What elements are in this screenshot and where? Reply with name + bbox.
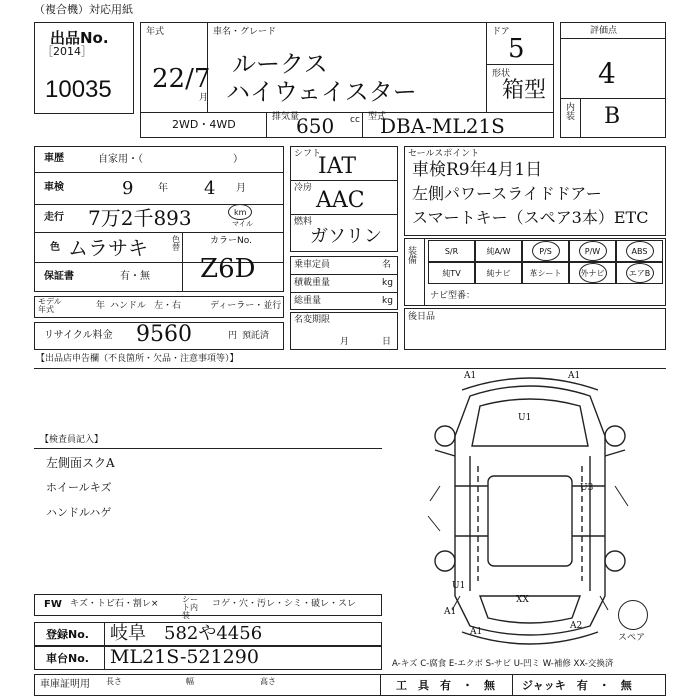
damage-mark: A2 — [570, 621, 583, 631]
fuel-value: ガソリン — [310, 226, 382, 247]
equipment-item: 純TV — [428, 262, 475, 284]
model-year-unit: 年 — [96, 301, 106, 311]
score-label: 評価点 — [590, 26, 618, 36]
mileage-value: 7万2千893 — [88, 206, 192, 230]
equipment-item: 純A/W — [475, 240, 522, 262]
lot-label: 出品No. — [50, 29, 109, 47]
inspector-line3: ハンドルハゲ — [46, 506, 112, 519]
interior-label: 内装 — [566, 103, 576, 122]
cc-value: 650 — [296, 114, 335, 138]
shape-label: 形状 — [492, 69, 511, 79]
chassis-value: ML21S-521290 — [110, 646, 259, 668]
notes-box — [404, 308, 666, 350]
damage-mark: U3 — [580, 483, 594, 493]
width-label: 幅 — [186, 677, 194, 686]
name-line2: ハイウェイスター — [226, 78, 417, 106]
shift-label: シフト — [294, 149, 322, 159]
cc-unit: cc — [350, 115, 360, 125]
sales-line3: スマートキー（スペア3本）ETC — [412, 208, 649, 227]
ac-value: AAC — [316, 188, 365, 213]
load-unit: kg — [382, 278, 393, 288]
recycle-value: 9560 — [136, 322, 192, 347]
door-value: 5 — [508, 34, 525, 64]
seller-notes-label: 【出品店申告欄（不良箇所・欠品・注意事項等）】 — [36, 354, 239, 364]
equipment-item: P/S — [522, 240, 569, 262]
handle-label: ハンドル — [110, 301, 147, 311]
equipment-check-circle — [626, 241, 654, 261]
inspector-line2: ホイールキズ — [46, 481, 112, 494]
damage-mark: XX — [516, 595, 529, 605]
model-value: DBA-ML21S — [380, 114, 505, 138]
model-label: 型式 — [368, 112, 387, 122]
notes-label: 後日品 — [408, 312, 436, 322]
chassis-label: 車台No. — [46, 652, 89, 665]
cc-label: 排気量 — [272, 112, 300, 122]
interior-value: B — [604, 104, 621, 129]
inspection-year: 9 — [122, 178, 134, 199]
equipment-item: P/W — [569, 240, 616, 262]
fw-items: キズ・トビ石・割レ× — [70, 599, 159, 609]
equipment-check-circle — [626, 263, 654, 283]
drive-label: 2WD・4WD — [172, 118, 236, 131]
len-label: 長さ — [106, 677, 122, 686]
history-value: 自家用・（ ） — [98, 154, 243, 165]
lot-number: 10035 — [45, 76, 112, 103]
year-value: 22/7 — [152, 64, 211, 94]
name-change-label: 名変期限 — [294, 315, 331, 325]
color-code-label: カラーNo. — [210, 236, 252, 246]
load-label: 積載重量 — [294, 278, 331, 288]
year-suffix: 月 — [199, 93, 209, 103]
damage-mark: U1 — [518, 413, 532, 423]
inspector-label: 【検査員記入】 — [40, 435, 104, 445]
equipment-check-circle — [532, 241, 560, 261]
registration-value: 岐阜 582や4456 — [110, 623, 263, 644]
dealer-label: ディーラー・並行 — [210, 301, 282, 311]
seats-unit: 名 — [382, 260, 392, 270]
history-label: 車歴 — [44, 153, 64, 164]
shape-value: 箱型 — [502, 78, 547, 103]
seat-label: シート内装 — [182, 595, 198, 620]
mileage-label: 走行 — [44, 212, 64, 223]
score-value: 4 — [598, 57, 616, 90]
seats-label: 乗車定員 — [294, 260, 331, 270]
inspection-year-unit: 年 — [158, 183, 168, 194]
legend-codes: A-キズ C-腐食 E-エクボ S-サビ U-凹ミ W-補修 XX-交換済 — [392, 659, 614, 669]
fuel-label: 燃料 — [294, 217, 313, 227]
shift-value: IAT — [318, 154, 357, 179]
km-circle — [228, 204, 252, 220]
sales-points-label: セールスポイント — [408, 149, 480, 159]
inspection-month: 4 — [204, 178, 216, 199]
seat-items: コゲ・穴・汚レ・シミ・破レ・スレ — [212, 599, 357, 609]
spare-tire-circle — [618, 600, 648, 630]
mileage-unit-km: km — [234, 208, 247, 217]
equipment-item: 外ナビ — [569, 262, 616, 284]
warranty-label: 保証書 — [44, 271, 74, 282]
gross-label: 総重量 — [294, 296, 322, 306]
equipment-item: 革シート — [522, 262, 569, 284]
cert-label: 車庫証明用 — [40, 679, 90, 690]
recycle-label: リサイクル料金 — [44, 330, 113, 341]
recycle-note: 預託済 — [242, 331, 270, 341]
gross-unit: kg — [382, 296, 393, 306]
equipment-label: 装備 — [408, 247, 418, 266]
sales-line1: 車検R9年4月1日 — [412, 160, 543, 180]
color-code-value: Z6D — [200, 254, 256, 284]
equipment-item: エアB — [616, 262, 663, 284]
equipment-check-circle — [579, 263, 607, 283]
name-label: 車名・グレード — [213, 27, 277, 37]
fw-label: FW — [44, 599, 62, 610]
year-label: 年式 — [146, 27, 165, 37]
repaint-label: 色替 — [172, 235, 180, 252]
registration-label: 登録No. — [46, 628, 89, 641]
spare-label: スペア — [618, 633, 646, 643]
name-change-day: 日 — [382, 337, 392, 347]
inspection-month-unit: 月 — [236, 183, 246, 194]
height-label: 高さ — [260, 677, 276, 686]
ac-label: 冷房 — [294, 183, 313, 193]
model-year-label: モデル年式 — [38, 297, 62, 314]
equipment-item: S/R — [428, 240, 475, 262]
equipment-item: 純ナビ — [475, 262, 522, 284]
equipment-item: ABS — [616, 240, 663, 262]
tools-label: 工 具 有 ・ 無 — [396, 679, 495, 692]
damage-mark: A1 — [470, 627, 483, 637]
recycle-unit: 円 — [228, 331, 238, 341]
warranty-value: 有・無 — [120, 271, 150, 282]
form-title: （複合機）対応用紙 — [34, 3, 133, 16]
equipment-check-circle — [579, 241, 607, 261]
damage-mark: A1 — [444, 607, 457, 617]
door-label: ドア — [492, 27, 510, 37]
color-value: ムラサキ — [68, 236, 148, 260]
damage-mark: A1 — [464, 371, 477, 381]
name-change-month: 月 — [340, 337, 350, 347]
inspector-line1: 左側面スクA — [46, 456, 115, 470]
color-label: 色 — [50, 242, 60, 253]
lot-year-tag: ［2014］ — [42, 45, 92, 58]
damage-mark: U1 — [452, 581, 466, 591]
inspection-label: 車検 — [44, 182, 64, 193]
jack-label: ジャッキ 有 ・ 無 — [522, 679, 632, 692]
name-line1: ルークス — [232, 50, 328, 78]
damage-mark: A1 — [568, 371, 581, 381]
mileage-unit-mile: マイル — [232, 220, 253, 228]
sales-line2: 左側パワースライドドアー — [412, 184, 602, 203]
navi-label: ナビ型番： — [430, 291, 476, 301]
handle-value: 左・右 — [154, 301, 182, 311]
